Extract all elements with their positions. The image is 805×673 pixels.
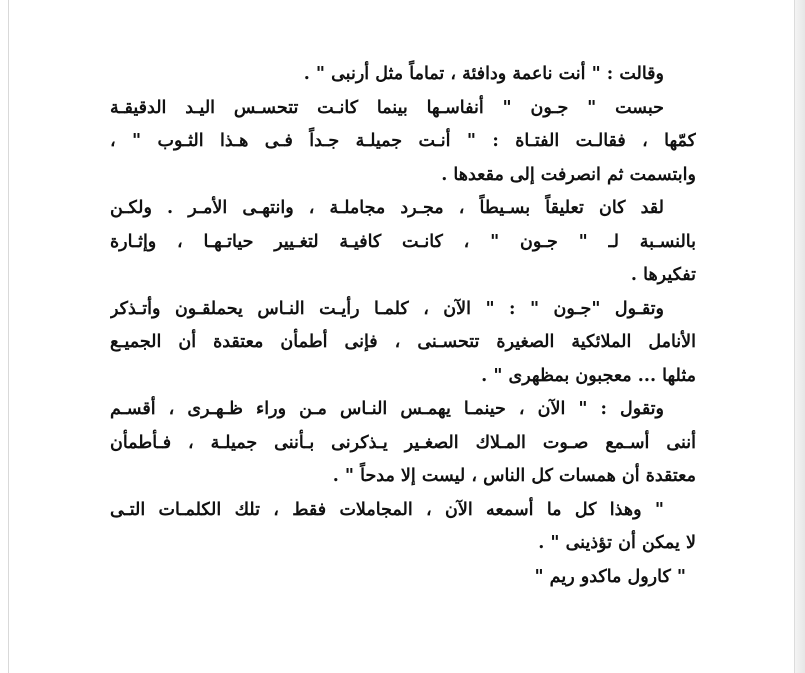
text-line: معتقدة أن همسات كل الناس ، ليست إلا مدحاً " . <box>332 466 696 486</box>
text-line: لا يمكن أن تؤذينى " . <box>538 533 696 553</box>
text-line: وابتسمت ثم انصرفت إلى مقعدها . <box>441 164 696 185</box>
document-body <box>110 58 696 594</box>
text-line: حبست " جـون " أنفاسـها بينما كانـت تتحسـس اليـد الدقيقـة <box>110 97 664 118</box>
text-line: بالنسـبة لـ " جـون " ، كانـت كافيـة لتغـيير حياتـهـا ، وإثـارة <box>110 231 696 252</box>
text-line: لقد كان تعليقاً بسـيطاً ، مجـرد مجاملـة ، وانتهـى الأمـر . ولكـن <box>110 198 664 218</box>
text-line: أننى أسـمع صـوت المـلاك الصغـير يـذكرنى بـأننى جميلـة ، فـأطمأن <box>110 432 696 453</box>
text-line: " وهذا كل ما أسمعه الآن ، المجاملات فقط ، تلك الكلمـات التـى <box>110 499 664 520</box>
text-line: تفكيرها . <box>630 265 696 285</box>
text-line: وتقـول "جـون " : " الآن ، كلمـا رأيـت النـاس يحملقـون وأتـذكر <box>110 298 664 319</box>
window-scrollbar[interactable] <box>794 0 805 673</box>
page-left-edge <box>8 0 9 673</box>
text-line: مثلها ... معجبون بمظهرى " . <box>481 365 696 386</box>
text-line: وقالت : " أنت ناعمة ودافئة ، تماماً مثل أرنبى " . <box>303 64 664 84</box>
text-line: الأنامل الملائكية الصغيرة تتحسـنى ، فإنى أطمأن معتقدة أن الجميـع <box>110 332 696 352</box>
text-line: وتقول : " الآن ، حينمـا يهمـس النـاس مـن وراء ظـهـرى ، أقسـم <box>110 399 664 419</box>
text-line: كمّها ، فقالـت الفتـاة : " أنـت جميلـة جـداً فـى هـذا الثـوب " ، <box>110 131 696 151</box>
author-signature: " كارول ماكدو ريم " <box>534 566 686 587</box>
